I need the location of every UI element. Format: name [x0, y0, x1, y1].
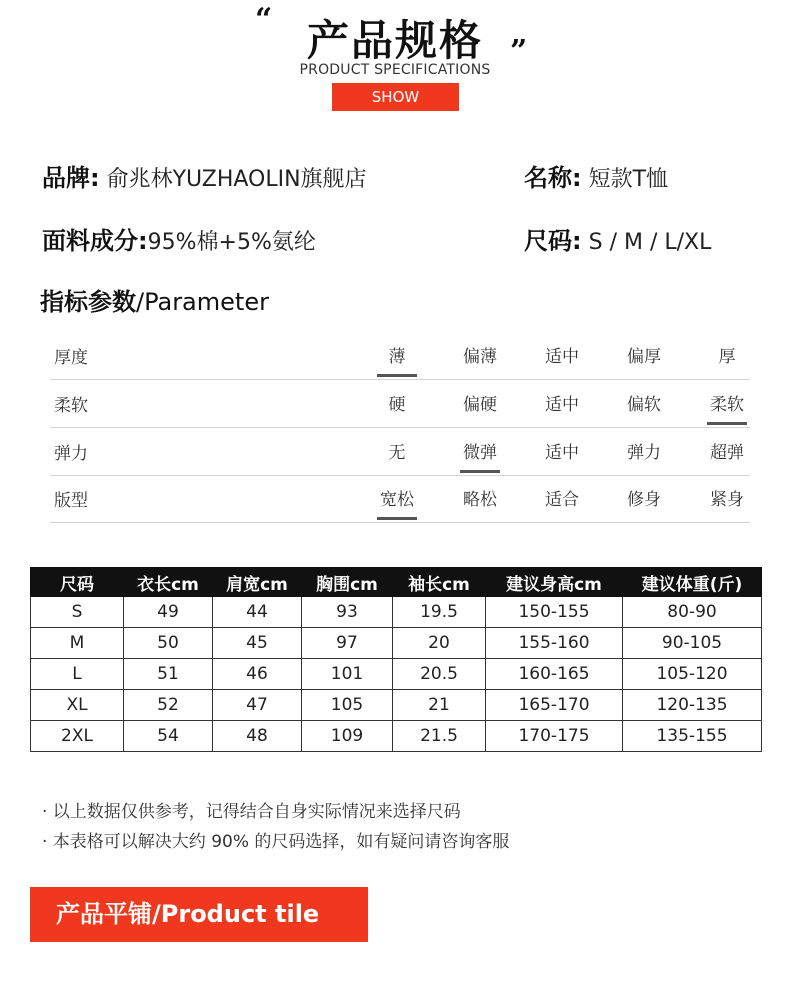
table-cell: XL	[31, 690, 124, 721]
table-cell: 105-120	[623, 659, 762, 690]
parameter-option-selected: 微弹	[445, 438, 515, 463]
table-cell: 20	[393, 628, 486, 659]
parameter-label: 版型	[54, 491, 88, 511]
parameter-option: 超弹	[710, 443, 744, 463]
table-cell: 46	[213, 659, 302, 690]
table-row	[31, 690, 762, 721]
table-cell: M	[31, 628, 124, 659]
name-info	[524, 158, 668, 193]
parameter-label: 柔软	[54, 396, 88, 416]
brand-label: 品牌:	[42, 164, 100, 192]
size-table-header-cell: 建议体重(斤)	[623, 568, 762, 597]
table-cell: 155-160	[486, 628, 623, 659]
table-cell: 44	[213, 597, 302, 628]
parameter-option: 紧身	[710, 490, 744, 510]
table-row	[31, 721, 762, 752]
size-table-header-cell: 尺码	[31, 568, 124, 597]
parameter-title-en: /Parameter	[136, 288, 269, 316]
parameter-label: 厚度	[54, 348, 88, 368]
parameter-title	[40, 282, 269, 317]
parameter-option: 适合	[545, 490, 579, 510]
size-table-header-cell: 肩宽cm	[213, 568, 302, 597]
parameter-option: 硬	[388, 395, 406, 415]
parameter-option: 适中	[545, 347, 579, 367]
table-cell: 135-155	[623, 721, 762, 752]
parameter-option: 偏软	[627, 395, 661, 415]
parameter-row	[50, 332, 750, 380]
parameter-title-cn: 指标参数	[40, 288, 136, 316]
parameter-row	[50, 428, 750, 476]
parameter-label: 弹力	[54, 444, 88, 464]
brand-value: 俞兆林YUZHAOLIN旗舰店	[106, 167, 367, 192]
size-table-header-cell: 胸围cm	[302, 568, 393, 597]
size-table-header	[31, 568, 762, 597]
table-cell: 93	[302, 597, 393, 628]
table-cell: 97	[302, 628, 393, 659]
note-2: · 本表格可以解决大约 90% 的尺码选择，如有疑问请咨询客服	[42, 832, 510, 852]
parameter-option: 偏硬	[463, 395, 497, 415]
table-cell: 21.5	[393, 721, 486, 752]
brand-info	[42, 158, 367, 193]
parameter-option: 弹力	[627, 443, 661, 463]
table-cell: 101	[302, 659, 393, 690]
table-cell: 2XL	[31, 721, 124, 752]
table-cell: 51	[124, 659, 213, 690]
fabric-info	[42, 221, 316, 256]
parameter-row	[50, 380, 750, 428]
table-cell: 170-175	[486, 721, 623, 752]
table-cell: L	[31, 659, 124, 690]
table-cell: 90-105	[623, 628, 762, 659]
parameter-option: 厚	[718, 347, 736, 367]
size-table-header-cell: 建议身高cm	[486, 568, 623, 597]
table-cell: 120-135	[623, 690, 762, 721]
note-1: · 以上数据仅供参考，记得结合自身实际情况来选择尺码	[42, 802, 461, 822]
parameter-option: 偏薄	[463, 347, 497, 367]
table-cell: 52	[124, 690, 213, 721]
table-row	[31, 597, 762, 628]
table-cell: 50	[124, 628, 213, 659]
close-quote-mark: ”	[510, 34, 528, 69]
parameter-row	[50, 475, 750, 523]
parameter-option: 适中	[545, 395, 579, 415]
size-value: S / M / L/XL	[588, 230, 712, 255]
size-label: 尺码:	[524, 227, 582, 255]
product-tile-banner: 产品平铺/Product tile	[30, 887, 368, 942]
table-cell: 54	[124, 721, 213, 752]
table-row	[31, 659, 762, 690]
table-cell: 47	[213, 690, 302, 721]
fabric-value: 95%棉+5%氨纶	[147, 230, 316, 255]
parameter-option: 略松	[463, 490, 497, 510]
parameter-option: 修身	[627, 490, 661, 510]
table-cell: 109	[302, 721, 393, 752]
parameter-option: 无	[388, 443, 406, 463]
size-table	[30, 567, 762, 752]
page-subtitle: PRODUCT SPECIFICATIONS	[299, 62, 491, 78]
table-cell: S	[31, 597, 124, 628]
table-cell: 160-165	[486, 659, 623, 690]
table-cell: 21	[393, 690, 486, 721]
table-cell: 19.5	[393, 597, 486, 628]
parameter-option-selected: 薄	[362, 342, 432, 367]
table-row	[31, 628, 762, 659]
table-cell: 105	[302, 690, 393, 721]
parameter-option: 适中	[545, 443, 579, 463]
show-banner: SHOW	[332, 83, 459, 111]
table-cell: 48	[213, 721, 302, 752]
open-quote-mark: “	[255, 2, 273, 37]
table-cell: 150-155	[486, 597, 623, 628]
table-cell: 45	[213, 628, 302, 659]
parameter-option: 偏厚	[627, 347, 661, 367]
size-table-header-cell: 袖长cm	[393, 568, 486, 597]
fabric-label: 面料成分:	[42, 227, 148, 255]
table-cell: 20.5	[393, 659, 486, 690]
parameter-option-selected: 柔软	[692, 390, 762, 415]
size-info	[524, 221, 711, 256]
table-cell: 80-90	[623, 597, 762, 628]
size-table-header-cell: 衣长cm	[124, 568, 213, 597]
parameter-option-selected: 宽松	[362, 485, 432, 510]
name-label: 名称:	[524, 164, 582, 192]
page-title: 产品规格	[306, 16, 483, 65]
table-cell: 165-170	[486, 690, 623, 721]
name-value: 短款T恤	[588, 167, 669, 192]
table-cell: 49	[124, 597, 213, 628]
